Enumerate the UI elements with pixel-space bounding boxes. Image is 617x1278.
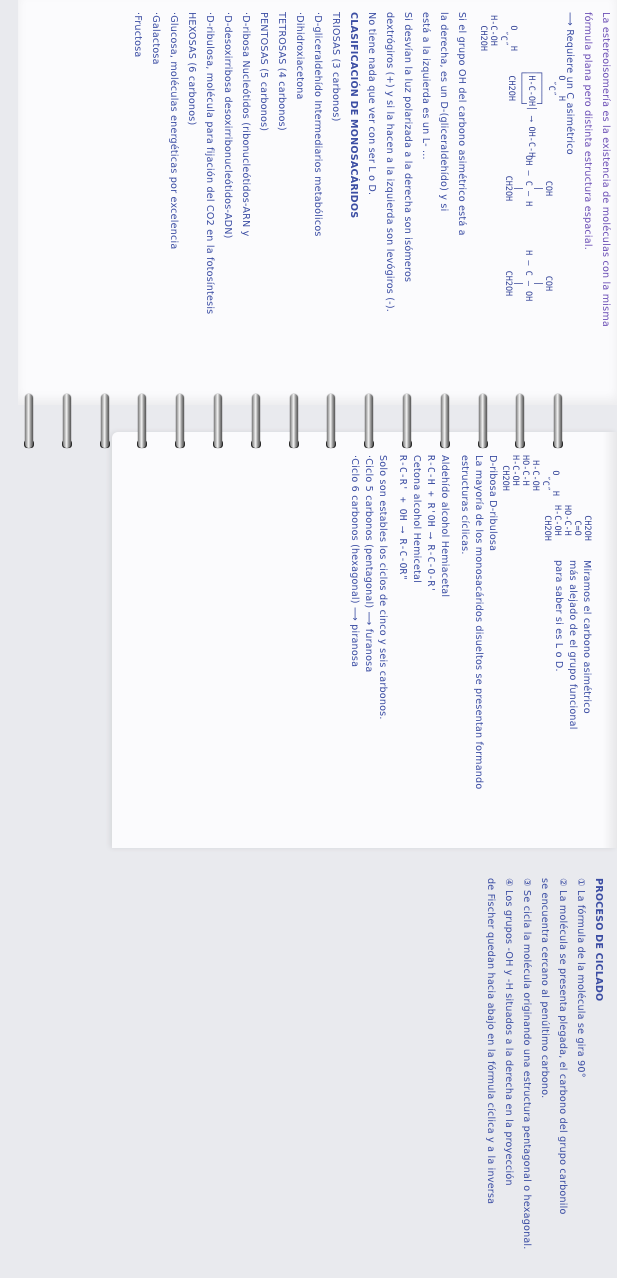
top-page-line: ·D-ribosa Nucleótidos (ribonucleótidos-ARN y	[240, 12, 251, 237]
bottom-page-line: ③ Se cicla la molécula originando una estructura pentagonal o hexagonal.	[521, 878, 532, 1250]
bottom-page-line: ① La fórmula de la molécula se gira 90°	[575, 878, 586, 1078]
top-page-line: TETROSAS (4 carbonos)	[276, 12, 287, 131]
formula-fischer-left: O H ˝C˝ H-C-OH CH2OH	[478, 15, 518, 51]
top-page-line: Si el grupo OH del carbono asimétrico está a	[456, 12, 467, 236]
bottom-page-line: ② La molécula se presenta plegada, el carbono del grupo carbonilo	[557, 878, 568, 1215]
hemiacetal-title: Aldehído alcohol Hemiacetal	[439, 455, 450, 598]
ribulosa-formula: CH2OH C=O HO-C-H H-C-OH CH2OH	[542, 505, 592, 541]
spiral-coil	[135, 392, 149, 452]
ring-line-1: Solo son estables los ciclos de cinco y seis carbonos.	[377, 455, 388, 720]
bottom-right-line-2: más alejado de el grupo funcional	[567, 560, 578, 730]
spiral-coil	[211, 392, 225, 452]
hemiacetal-block	[390, 455, 450, 655]
bottom-right-line-3: para saber si es L o D.	[553, 560, 564, 672]
bottom-page-line: se encuentra cercano al penúltimo carbono.	[539, 878, 550, 1099]
bottom-page-line: ④ Los grupos -OH y -H situados a la derecha en la proyección	[503, 878, 514, 1186]
bottom-page-text	[202, 878, 617, 1278]
cyclic-line-2: estructuras cíclicas.	[459, 455, 470, 555]
top-page-line: ·Dihidroxiacetona	[294, 12, 305, 100]
top-page-line: ·D-desoxirribosa desoxirribonucleótidos-ADN)	[222, 12, 233, 239]
top-page-line: Si desvían la luz polarizada a la derecha son isómeros	[402, 12, 413, 283]
bottom-right-line-1: Miramos el carbono asimétrico	[581, 560, 592, 714]
top-page-line: la derecha, es un D-(gliceraldehído) y si	[438, 12, 449, 212]
ribosa-formula: O H ˝C˝ H-C-OH HO-C-H H-C-OH CH2OH	[500, 455, 560, 496]
spiral-coil	[551, 392, 565, 452]
top-page-line: ·D-ribulosa, molécula para fijación del CO2 en la fotosíntesis	[204, 12, 215, 315]
spiral-coil	[476, 392, 490, 452]
ribulosa-block	[502, 505, 592, 655]
spiral-coil	[22, 392, 36, 452]
top-fischer-left	[398, 10, 518, 130]
top-page-line: dextrógiros (+) y si la hacen a la izquierda son levógiros (-).	[384, 12, 395, 313]
formula-fischer-right: COH | H — C — OH | CH2OH	[503, 250, 553, 302]
top-page-line: ·Fructosa	[132, 12, 143, 58]
top-page-line: ·D-gliceraldehído Intermediarios metabólicos	[312, 12, 323, 237]
top-page-line: ·Glucosa, moléculas energéticas por excelencia	[168, 12, 179, 250]
spiral-coil	[98, 392, 112, 452]
spiral-coil	[324, 392, 338, 452]
top-page-line: ·Galactosa	[150, 12, 161, 65]
bottom-page-line: de Fischer quedan hacia abajo en la fórmula cíclica y a la inversa	[485, 878, 496, 1205]
hemiacetal-equation: R-C-H + R'OH ⟶ R-C-O-R'	[425, 455, 436, 593]
spiral-coil	[60, 392, 74, 452]
formula-aldehyde: O H ˝C˝ ┌─────┐ │H-C-OH│ ⟶ OH-C-H └─────┘ CH2OH	[506, 70, 566, 158]
ring-line-3: ·Ciclo 6 carbonos (hexagonal) ⟶ piranosa	[349, 455, 360, 668]
top-page-line: HEXOSAS (6 carbonos)	[186, 12, 197, 126]
cyclic-line-1: La mayoría de los monosacáridos disueltos se presentan formando	[473, 455, 484, 790]
top-page-line: ⟶ Requiere un C asimétrico	[564, 12, 575, 155]
top-notebook-page	[18, 0, 617, 405]
top-page-line: La estereoisomería es la existencia de moléculas con la misma	[600, 12, 611, 327]
ring-size-block	[328, 455, 388, 835]
spiral-coil	[249, 392, 263, 452]
top-page-line: No tiene nada que ver con ser L o D.	[366, 12, 377, 196]
hemicetal-equation: R-C-R' + OH ⟶ R-C-OR"	[397, 455, 408, 581]
spiral-coil	[400, 392, 414, 452]
top-page-line: está a la izquierda es un L- ...	[420, 12, 431, 160]
ring-line-2: ·Ciclo 5 carbonos (pentagonal) ⟶ furanosa	[363, 455, 374, 673]
top-page-line: PENTOSAS (5 carbonos)	[258, 12, 269, 132]
top-fischer-right	[433, 245, 553, 405]
ribosa-ribulosa-labels: D-ribosa D-ribulosa	[487, 455, 498, 552]
top-page-line: fórmula plana pero distinta estructura espacial.	[582, 12, 593, 250]
hemicetal-title: Cetona alcohol Hemicetal	[411, 455, 422, 584]
top-page-line: TRIOSAS (3 carbonos)	[330, 12, 341, 122]
formula-fischer-mid: COH | OH — C — H | CH2OH	[503, 155, 553, 207]
spiral-coil	[173, 392, 187, 452]
spiral-coil	[513, 392, 527, 452]
spiral-coil	[362, 392, 376, 452]
bottom-page-line: PROCESO DE CICLADO	[593, 878, 604, 1002]
spiral-coil	[287, 392, 301, 452]
top-page-line: CLASIFICACIÓN DE MONOSACÁRIDOS	[348, 12, 359, 219]
spiral-coil	[438, 392, 452, 452]
